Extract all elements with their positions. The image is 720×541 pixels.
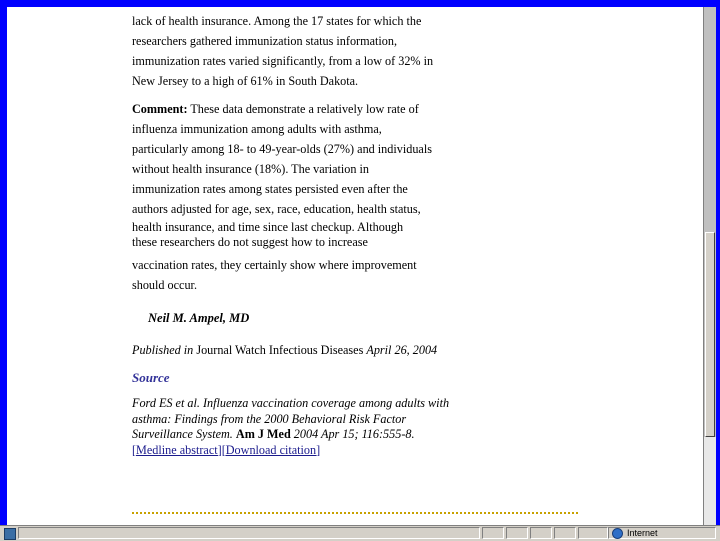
status-pane (578, 527, 608, 539)
text-line: particularly among 18- to 49-year-olds (27%) and individuals (132, 142, 432, 156)
text-line: should occur. (132, 278, 197, 292)
text-line: New Jersey to a high of 61% in South Dakota. (132, 74, 359, 88)
publication-line (132, 340, 462, 360)
browser-content-area (7, 7, 703, 525)
status-pane (482, 527, 504, 539)
reference-text: Ford ES et al. Influenza vaccination coverage among adults with asthma: Findings from the 2000 Behavioral Risk Factor Surveillance System. (132, 396, 450, 441)
text-line: health insurance, and time since last checkup. Although (132, 220, 404, 234)
status-pane (530, 527, 552, 539)
author-name: Neil M. Ampel, MD (148, 311, 250, 325)
comment-label: Comment: (132, 102, 188, 116)
text-line: lack of health insurance. Among the 17 states for which the (132, 14, 422, 28)
status-text-pane (18, 527, 480, 539)
article-body (132, 11, 462, 458)
paragraph-comment (132, 99, 462, 295)
vertical-scrollbar[interactable] (703, 7, 716, 525)
scrollbar-track[interactable] (704, 437, 716, 525)
page-icon (4, 528, 16, 540)
scrollbar-thumb[interactable] (705, 232, 715, 437)
medline-abstract-link[interactable]: [Medline abstract] (132, 442, 222, 457)
status-pane (506, 527, 528, 539)
globe-icon (612, 528, 623, 539)
text-line: authors adjusted for age, sex, race, education, health status, (132, 202, 421, 216)
reference-citation (132, 396, 462, 443)
journal-name: Journal Watch Infectious Diseases (196, 343, 364, 357)
status-pane (554, 527, 576, 539)
status-bar (0, 525, 720, 541)
text-line: influenza immunization among adults with asthma, (132, 122, 382, 136)
text-line: immunization rates among states persisted even after the (132, 182, 408, 196)
paragraph-results (132, 11, 462, 91)
zone-label: Internet (627, 528, 658, 538)
zone-pane (608, 527, 716, 539)
published-date: April 26, 2004 (366, 343, 438, 357)
text-line: researchers gathered immunization status information, (132, 34, 397, 48)
published-prefix: Published in (132, 343, 194, 357)
dotted-divider (132, 512, 578, 514)
reference-links (132, 443, 462, 458)
download-citation-link[interactable]: [Download citation] (221, 442, 321, 457)
reference-journal: Am J Med (235, 427, 291, 441)
text-line: immunization rates varied significantly, from a low of 32% in (132, 54, 434, 68)
source-heading: Source (132, 370, 170, 385)
reference-date-pages: 2004 Apr 15; 116:555-8. (293, 427, 415, 441)
text-line: these researchers do not suggest how to increase (132, 235, 368, 249)
text-line: vaccination rates, they certainly show where improvement (132, 258, 417, 272)
comment-text-start: These data demonstrate a relatively low rate of (190, 102, 419, 116)
text-line (132, 99, 462, 119)
text-line: without health insurance (18%). The variation in (132, 162, 370, 176)
